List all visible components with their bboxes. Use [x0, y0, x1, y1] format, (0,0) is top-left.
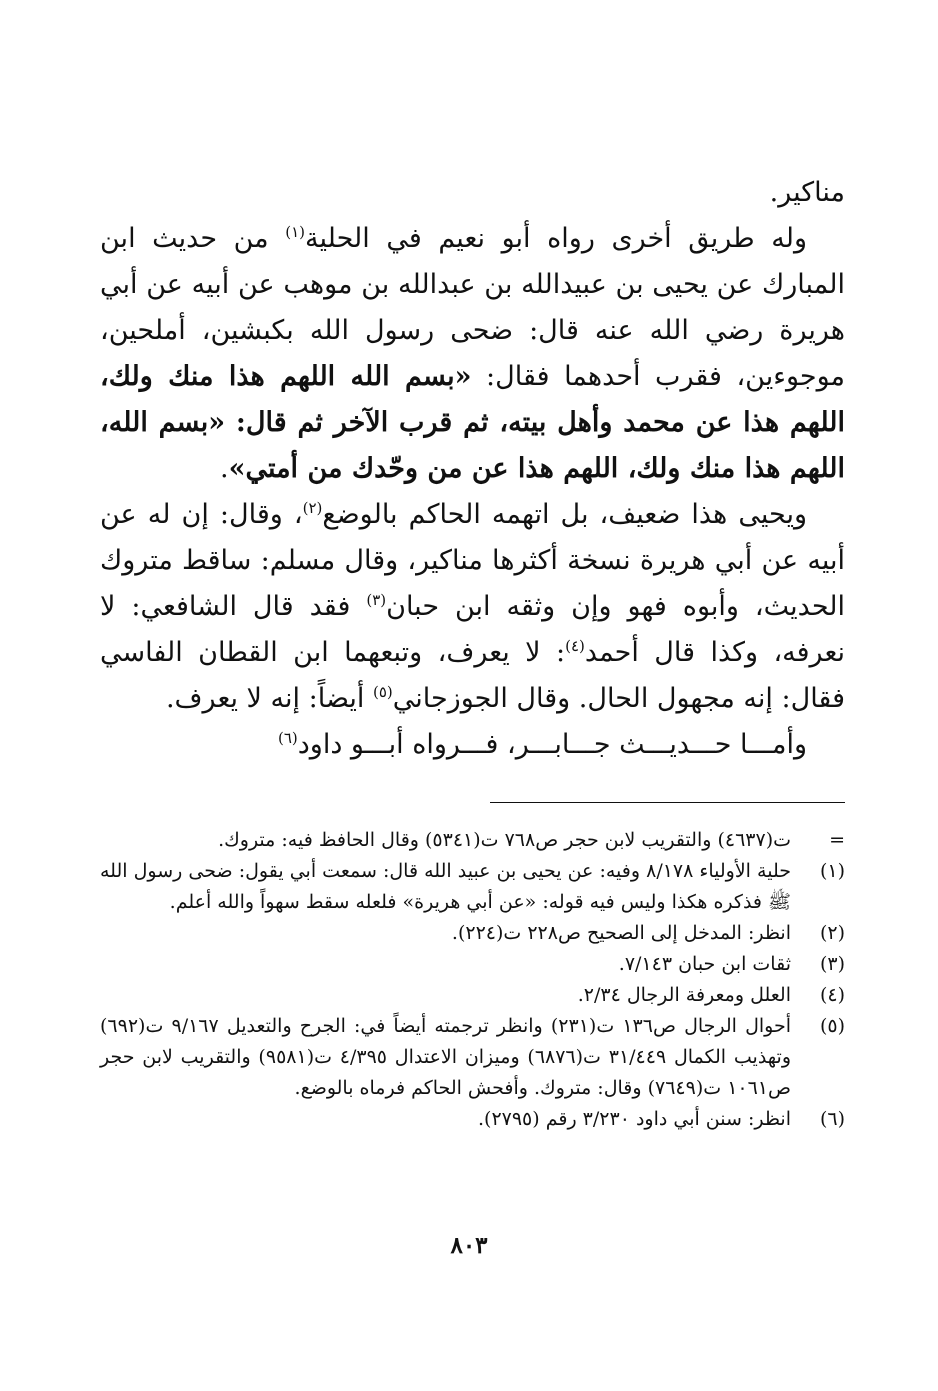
footnote-ref-6[interactable]: (٦): [277, 729, 298, 747]
paragraph-1: [100, 216, 845, 492]
footnote-4: [100, 980, 845, 1011]
footnote-number: (٤): [819, 984, 845, 1006]
footnote-continuation: [100, 825, 845, 856]
paragraph-1-text-b: من حديث ابن المبارك عن يحيى بن عبيدالله بن عبدالله بن موهب عن أبيه عن أبي هريرة رضي الله عنه قال: ضحى رسول الله بكبشين، أملحين، موجوءين، فقرب أحدهما فقال:: [100, 223, 845, 392]
footnote-text: العلل ومعرفة الرجال ٢/٣٤.: [577, 984, 791, 1006]
footnote-number: =: [829, 829, 845, 851]
footnote-number: (٥): [819, 1015, 845, 1037]
main-text: [100, 170, 845, 768]
paragraph-1-end: .: [219, 453, 229, 484]
footnote-text: أحوال الرجال ص١٣٦ ت(٢٣١) وانظر ترجمته أيضاً في: الجرح والتعديل ٩/١٦٧ ت(٦٩٢) وتهذيب الكمال ٣١/٤٤٩ ت(٦٨٧٦) وميزان الاعتدال ٤/٣٩٥ ت(٩٥٨١) والتقريب لابن حجر ص١٠٦١ ت(٧٦٤٩) وقال: متروك. وأفحش الحاكم فرماه بالوضع.: [100, 1015, 792, 1099]
footnote-text: ثقات ابن حبان ٧/١٤٣.: [618, 953, 791, 975]
footnote-3: [100, 949, 845, 980]
paragraph-3-text-a: وأمـــا حـــديـــث جـــابـــر، فـــرواه أبـــو داود: [297, 729, 807, 760]
footnote-number: (٦): [819, 1108, 845, 1130]
paragraph-2-text-a: ويحيى هذا ضعيف، بل اتهمه الحاكم بالوضع: [322, 499, 807, 530]
footnote-text: حلية الأولياء ٨/١٧٨ وفيه: عن يحيى بن عبيد الله قال: سمعت أبي يقول: ضحى رسول الله ﷺ فذكره هكذا وليس فيه قوله: «عن أبي هريرة» فلعله سقط سهواً والله أعلم.: [100, 860, 791, 913]
page-body: [100, 170, 845, 1135]
footnote-ref-3[interactable]: (٣): [366, 591, 387, 609]
footnote-text: انظر: المدخل إلى الصحيح ص٢٢٨ ت(٢٢٤).: [451, 922, 791, 944]
paragraph-2: [100, 492, 845, 722]
page-number: ٨٠٣: [450, 1232, 488, 1259]
footnote-text: ت(٤٦٣٧) والتقريب لابن حجر ص٧٦٨ ت(٥٣٤١) وقال الحافظ فيه: متروك.: [218, 829, 791, 851]
paragraph-2-text-e: أيضاً: إنه لا يعرف.: [165, 683, 373, 714]
footnote-5: [100, 1011, 845, 1104]
footnote-ref-5[interactable]: (٥): [372, 683, 393, 701]
footnote-text: انظر: سنن أبي داود ٣/٢٣٠ رقم (٢٧٩٥).: [477, 1108, 791, 1130]
footnote-ref-2[interactable]: (٢): [302, 499, 323, 517]
paragraph-3: [100, 722, 845, 768]
footnote-1: [100, 856, 845, 918]
paragraph-1-text-a: وله طريق أخرى رواه أبو نعيم في الحلية: [305, 223, 807, 254]
footnotes: [100, 825, 845, 1135]
footnote-ref-1[interactable]: (١): [285, 223, 306, 241]
footnote-ref-4[interactable]: (٤): [565, 637, 585, 655]
footnote-number: (١): [819, 860, 845, 882]
footnote-number: (٣): [819, 953, 845, 975]
hadith-quote: «بسم الله اللهم هذا منك ولك، اللهم هذا عن محمد وأهل بيته، ثم قرب الآخر ثم قال: «بسم الله، اللهم هذا منك ولك، اللهم هذا عن من وحّدك من أمتي»: [100, 361, 845, 484]
footnote-separator: [490, 802, 845, 803]
paragraph-2-text-d: : لا يعرف، وتبعهما ابن القطان الفاسي فقال: إنه مجهول الحال. وقال الجوزجاني: [100, 637, 845, 714]
footnote-number: (٢): [819, 922, 845, 944]
footnote-6: [100, 1104, 845, 1135]
paragraph-2-text-c: فقد قال الشافعي: لا نعرفه، وكذا قال أحمد: [100, 591, 845, 668]
paragraph-2-text-b: ، وقال: إن له عن أبيه عن أبي هريرة نسخة أكثرها مناكير، وقال مسلم: ساقط متروك الحديث، وأبوه فهو وإن وثقه ابن حبان: [100, 499, 845, 622]
footnote-2: [100, 918, 845, 949]
paragraph-0: مناكير.: [769, 177, 845, 208]
